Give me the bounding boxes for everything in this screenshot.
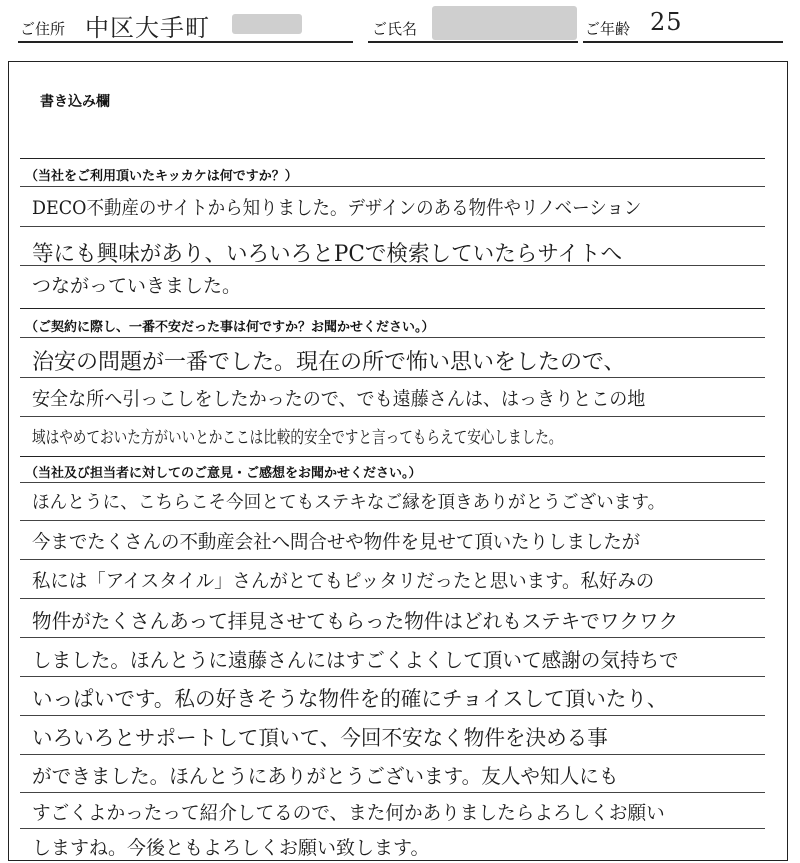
answer-3-line-6: いっぱいです。私の好きそうな物件を的確にチョイスして頂いたり、 [32, 687, 668, 711]
answer-3-line-1: ほんとうに、こちらこそ今回とてもステキなご縁を頂きありがとうございます。 [32, 492, 666, 513]
ruled-line [20, 598, 765, 599]
ruled-line [20, 637, 765, 638]
answer-2-line-3: 域はやめておいた方がいいとかここは比較的安全ですと言ってもらえて安心しました。 [32, 428, 563, 448]
ruled-line [20, 520, 765, 521]
answer-3-line-10: しますね。今後ともよろしくお願い致します。 [32, 837, 430, 859]
answer-3-line-4: 物件がたくさんあって拝見させてもらった物件はどれもステキでワクワク [32, 609, 679, 633]
address-underline [18, 41, 353, 43]
ruled-line [20, 715, 765, 716]
section-divider [20, 158, 765, 159]
ruled-line [20, 186, 765, 187]
ruled-line [20, 482, 765, 483]
question-2: （ご契約に際し、一番不安だった事は何ですか？お聞かせください。） [25, 320, 435, 335]
answer-1-line-3: つながっていきました。 [32, 275, 242, 297]
ruled-line [20, 676, 765, 677]
writing-area-title: 書き込み欄 [40, 94, 110, 110]
address-value: 中区大手町 [85, 14, 210, 42]
question-1: （当社をご利用頂いたキッカケは何ですか？） [25, 169, 298, 184]
ruled-line [20, 337, 765, 338]
answer-3-line-8: ができました。ほんとうにありがとうございます。友人や知人にも [32, 764, 619, 788]
section-divider [20, 308, 765, 309]
ruled-line [20, 559, 765, 560]
answer-3-line-2: 今までたくさんの不動産会社へ問合せや物件を見せて頂いたりしましたが [32, 531, 641, 553]
ruled-line [20, 792, 765, 793]
ruled-line [20, 416, 765, 417]
answer-3-line-5: しました。ほんとうに遠藤さんにはすごくよくして頂いて感謝の気持ちで [32, 648, 679, 672]
answer-3-line-3: 私には「アイスタイル」さんがとてもピッタリだったと思います。私好みの [32, 570, 655, 592]
answer-2-line-1: 治安の問題が一番でした。現在の所で怖い思いをしたので、 [32, 350, 626, 375]
answer-3-line-7: いろいろとサポートして頂いて、今回不安なく物件を決める事 [32, 726, 608, 750]
ruled-line [20, 377, 765, 378]
section-divider [20, 456, 765, 457]
answer-1-line-1: DECO不動産のサイトから知りました。デザインのある物件やリノベーション [32, 197, 642, 219]
redacted-address [232, 14, 302, 34]
age-underline [583, 41, 783, 43]
name-underline [368, 41, 578, 43]
ruled-line [20, 226, 765, 227]
ruled-line [20, 828, 765, 829]
answer-3-line-9: すごくよかったって紹介してるので、また何かありましたらよろしくお願い [32, 802, 665, 824]
redacted-name [432, 6, 577, 40]
question-3: （当社及び担当者に対してのご意見・ご感想をお聞かせください。） [25, 466, 422, 481]
form-header [0, 0, 800, 52]
answer-1-line-2: 等にも興味があり、いろいろとPCで検索していたらサイトへ [32, 242, 623, 267]
ruled-line [20, 265, 765, 266]
answer-2-line-2: 安全な所へ引っこしをしたかったので、でも遠藤さんは、はっきりとこの地 [32, 388, 646, 410]
age-label: ご年齢 [585, 20, 631, 38]
address-label: ご住所 [20, 20, 66, 38]
name-label: ご氏名 [372, 20, 418, 38]
ruled-line [20, 754, 765, 755]
age-value: 25 [650, 8, 683, 36]
